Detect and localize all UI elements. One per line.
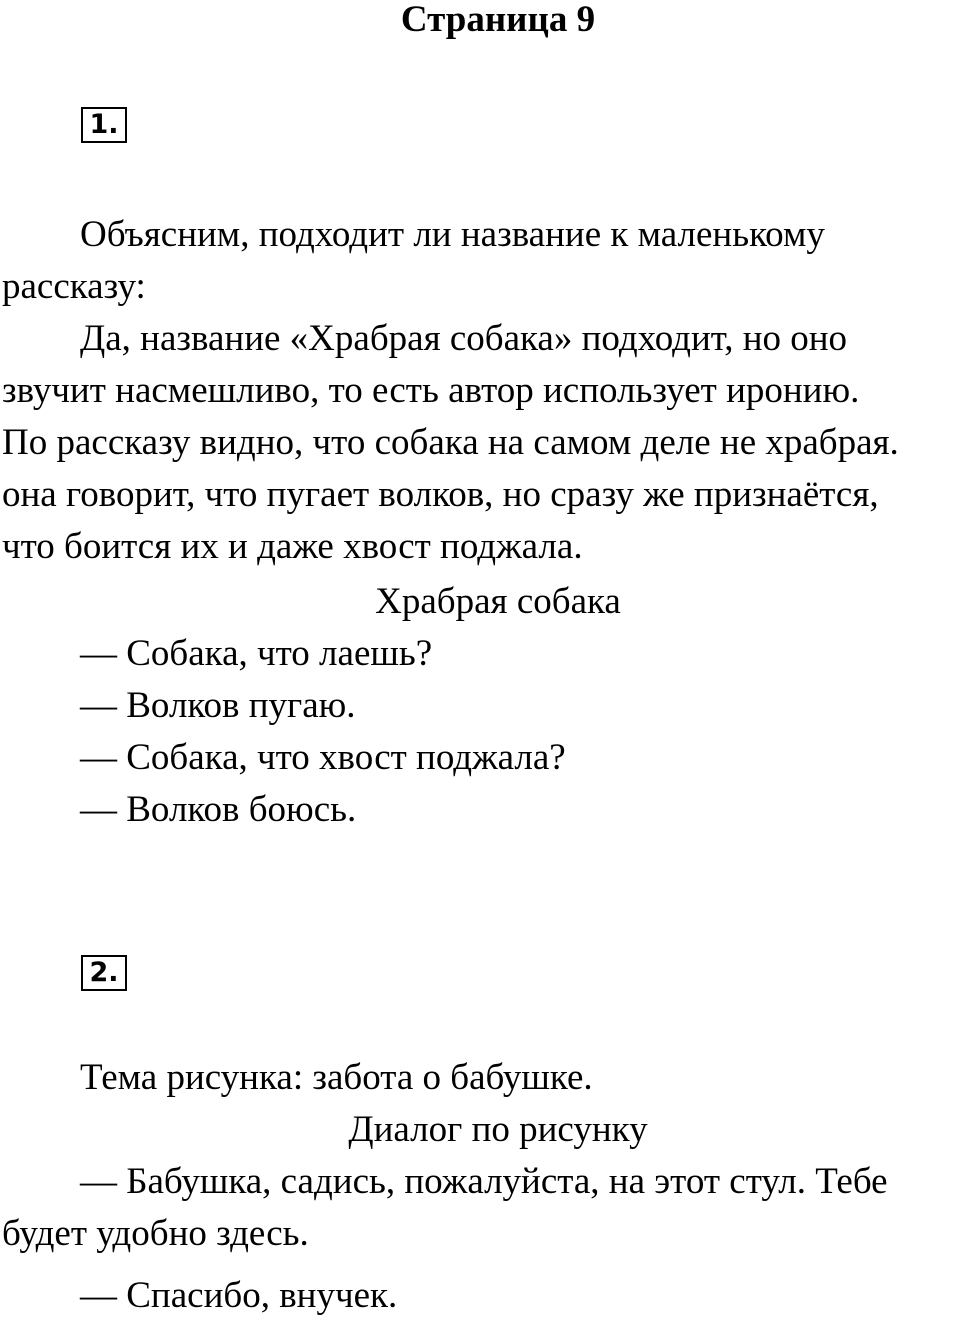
task-number-box: 2. — [81, 955, 127, 991]
task1-answer-line: Да, название «Храбрая собака» подходит, но оно — [80, 318, 848, 359]
task1-answer-line: что боится их и даже хвост поджала. — [2, 526, 583, 567]
dialogue-title: Диалог по рисунку — [348, 1109, 648, 1150]
task1-intro-line: Объясним, подходит ли название к маленькому — [80, 214, 825, 255]
task1-answer-line: звучит насмешливо, то есть автор использует иронию. — [2, 370, 860, 411]
dialogue-line: будет удобно здесь. — [2, 1213, 309, 1254]
task-number-box: 1. — [81, 107, 127, 143]
dialogue-line: — Собака, что лаешь? — [80, 633, 433, 674]
page-title: Страница 9 — [400, 0, 596, 40]
task2-theme: Тема рисунка: забота о бабушке. — [80, 1057, 593, 1098]
story-title: Храбрая собака — [375, 581, 621, 622]
dialogue-line: — Бабушка, садись, пожалуйста, на этот стул. Тебе — [80, 1161, 888, 1202]
task1-answer-line: По рассказу видно, что собака на самом деле не храбрая. — [2, 422, 899, 463]
dialogue-line: — Волков пугаю. — [80, 685, 356, 726]
task1-intro-line: рассказу: — [2, 266, 146, 307]
dialogue-line: — Спасибо, внучек. — [80, 1275, 398, 1316]
task1-answer-line: она говорит, что пугает волков, но сразу же признаётся, — [2, 474, 879, 515]
dialogue-line: — Волков боюсь. — [80, 789, 357, 830]
dialogue-line: — Собака, что хвост поджала? — [80, 737, 566, 778]
